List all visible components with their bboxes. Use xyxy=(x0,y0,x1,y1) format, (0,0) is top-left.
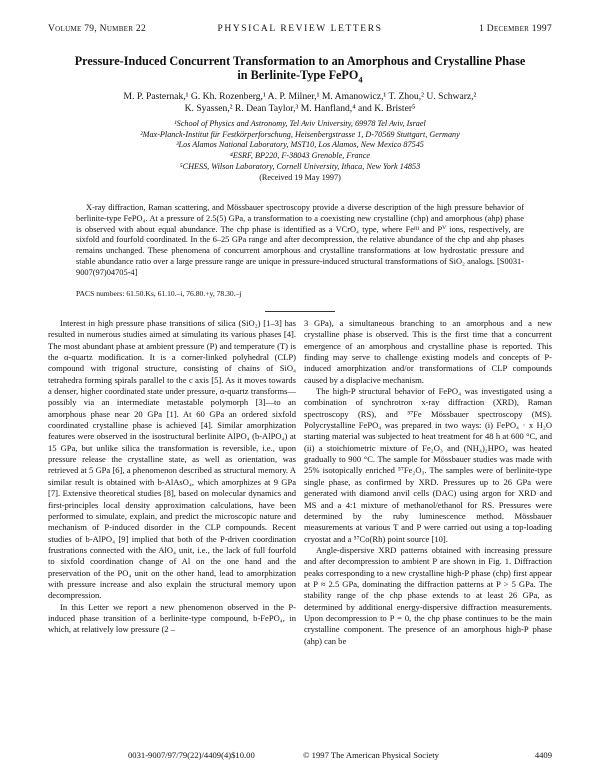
journal-name: PHYSICAL REVIEW LETTERS xyxy=(217,24,383,34)
volume-number: Volume 79, Number 22 xyxy=(48,24,147,34)
issue-date: 1 December 1997 xyxy=(479,24,552,34)
left-column xyxy=(48,318,296,636)
copyright: © 1997 The American Physical Society xyxy=(303,750,439,760)
body-paragraph: 3 GPa), a simultaneous branching to an amorphous and a new crystalline phase is observed. This is the first time that a concurrent emergence of an amorphous and crystalline phase is reported. This finding may serve to challenge existing models and concepts of P-induced amorphization and/or transformations of CLP compounds caused by a displacive mechanism. xyxy=(304,318,552,385)
separator-rule xyxy=(265,311,335,312)
affiliations xyxy=(70,119,530,183)
body-paragraph: Angle-dispersive XRD patterns obtained with increasing pressure and after decompression to ambient P are shown in Fig. 1. Diffraction peaks corresponding to a new crystalline high-P phase (chp) first appear at P ≈ 2.5 GPa, dominating the diffraction patterns at P > 5 GPa. The stability range of the chp phase extends to at least 26 GPa, as determined by additional energy-dispersive diffraction measurements. Upon decompression to P = 0, the chp phase continues to be the main crystalline component. The presence of an amorphous high-P phase (ahp) can be xyxy=(304,544,552,646)
affiliation-2: ²Max-Planck-Institut für Festkörperforschung, Heisenbergstrasse 1, D-70569 Stuttgart, Germany xyxy=(140,129,460,139)
body-paragraph: The high-P structural behavior of FePO₄ was investigated using a combination of synchrotron x-ray diffraction (XRD), Raman spectroscopy (RS), and ⁵⁷Fe Mössbauer spectroscopy (MS). Polycrystalline FePO₄ was prepared in two ways: (i) FePO₄ · x H₂O starting material was subjected to heat treatment for 48 h at 600 °C, and (ii) a stoichiometric mixture of Fe₂O₃ and (NH₄)₂HPO₄ was heated gradually to 900 °C. The sample for Mössbauer studies was made with 25% isotopically enriched ⁵⁷Fe₂O₃. The samples were of berlinite-type single phase, as confirmed by XRD. Pressures up to 26 GPa were generated with diamond anvil cells (DAC) using argon for XRD and MS and a 4:1 mixture of methanol/ethanol for RS. Pressures were determined by the ruby luminescence method. Mössbauer measurements at various T and P were carried out using a top-loading cryostat and a ⁵⁷Co(Rh) point source [10]. xyxy=(304,386,552,544)
pacs-numbers: PACS numbers: 61.50.Ks, 61.10.–i, 76.80.+y, 78.30.–j xyxy=(76,289,242,298)
body-paragraph: In this Letter we report a new phenomenon observed in the P-induced phase transition of a berlinite-type compound, b-FePO₄, in which, at relatively low pressure (2 – xyxy=(48,601,296,635)
abstract: X-ray diffraction, Raman scattering, and Mössbauer spectroscopy provide a diverse description of the high pressure behavior of berlinite-type FePO₄. At a pressure of 2.5(5) GPa, a transformation to a coexisting new crystalline (chp) and amorphous (ahp) phase is observed with about equal abundance. The chp phase is identified as a VCrO₄ type, where Feᴵᴵᴵ and Pⱽ ions, respectively, are sixfold and fourfold coordinated. In the 6–25 GPa range and after decompression, the relative abundance of the chp and ahp phases remains unchanged. These phenomena of concurrent amorphous and crystalline transformations at low hydrostatic pressure and stable abundance ratio over a large pressure range are unique in pressure-induced structural transformations of SiO₂ analogs. [S0031-9007(97)04705-4] xyxy=(76,203,524,277)
title-line-1: Pressure-Induced Concurrent Transformation to an Amorphous and Crystalline Phase xyxy=(74,54,526,68)
authors-line-2: K. Syassen,² R. Dean Taylor,³ M. Hanfland,⁴ and K. Brister⁵ xyxy=(184,103,416,114)
affiliation-4: ⁴ESRF, BP220, F-38043 Grenoble, France xyxy=(230,151,370,161)
author-list xyxy=(70,91,530,115)
page-footer xyxy=(48,750,552,762)
doi-code: 0031-9007/97/79(22)/4409(4)$10.00 xyxy=(128,750,255,760)
received-date: (Received 19 May 1997) xyxy=(259,172,341,182)
authors-line-1: M. P. Pasternak,¹ G. Kh. Rozenberg,¹ A. P. Milner,¹ M. Amanowicz,¹ T. Zhou,² U. Schwarz,² xyxy=(123,91,477,102)
affiliation-1: ¹School of Physics and Astronomy, Tel Aviv University, 69978 Tel Aviv, Israel xyxy=(174,119,426,128)
body-paragraph: Interest in high pressure phase transitions of silica (SiO₂) [1–3] has resulted in numerous studies aimed at simulating its various phases [4]. The most abundant phase at ambient pressure (P) and temperature (T) is the α-quartz modification. It is a corner-linked polyhedral (CLP) compound with trigonal structure, consisting of chains of SiO₄ tetrahedra forming spirals parallel to the c axis [5]. As it moves towards a denser, higher coordinated state under pressure, α-quartz transforms—possibly via an intermediate metastable polymorph [3]—to an amorphous phase near 20 GPa [1]. At 60 GPa an ordered sixfold coordinated crystalline phase is achieved [4]. Similar amorphization features were observed in the isostructural berlinite AlPO₄ (b-AlPO₄) at 15 GPa, but unlike silica the transformation is reversible, i.e., upon pressure release the crystalline state, as well as orientation, was retrieved at 5 GPa [6], a phenomenon described as structural memory. A similar result is obtained with b-AlAsO₄, which amorphizes at 9 GPa [7]. Extensive theoretical studies [8], based on molecular dynamics and first-principles local density approximation calculations, have been performed to simulate, explain, and predict the microscopic nature and mechanism of P-induced disorder in the CLP compounds. Recent studies of b-AlPO₄ [9] implied that both of the P-driven coordination frustrations connected with the AlO₄ unit, i.e., the lack of full fourfold to sixfold coordination change of Al on the one hand and the preservation of the PO₄ unit on the other hand, lead to amorphization with pressure increase and also explain the structural memory upon decompression. xyxy=(48,318,296,601)
title-line-2: in Berlinite-Type FePO$_4$ xyxy=(237,68,363,85)
running-header xyxy=(48,24,552,38)
affiliation-3: ³Los Alamos National Laboratory, MST10, Los Alamos, New Mexico 87545 xyxy=(176,140,424,150)
paper-title xyxy=(60,54,540,85)
affiliation-5: ⁵CHESS, Wilson Laboratory, Cornell University, Ithaca, New York 14853 xyxy=(179,161,421,171)
page-number: 4409 xyxy=(534,750,552,760)
right-column xyxy=(304,318,552,647)
